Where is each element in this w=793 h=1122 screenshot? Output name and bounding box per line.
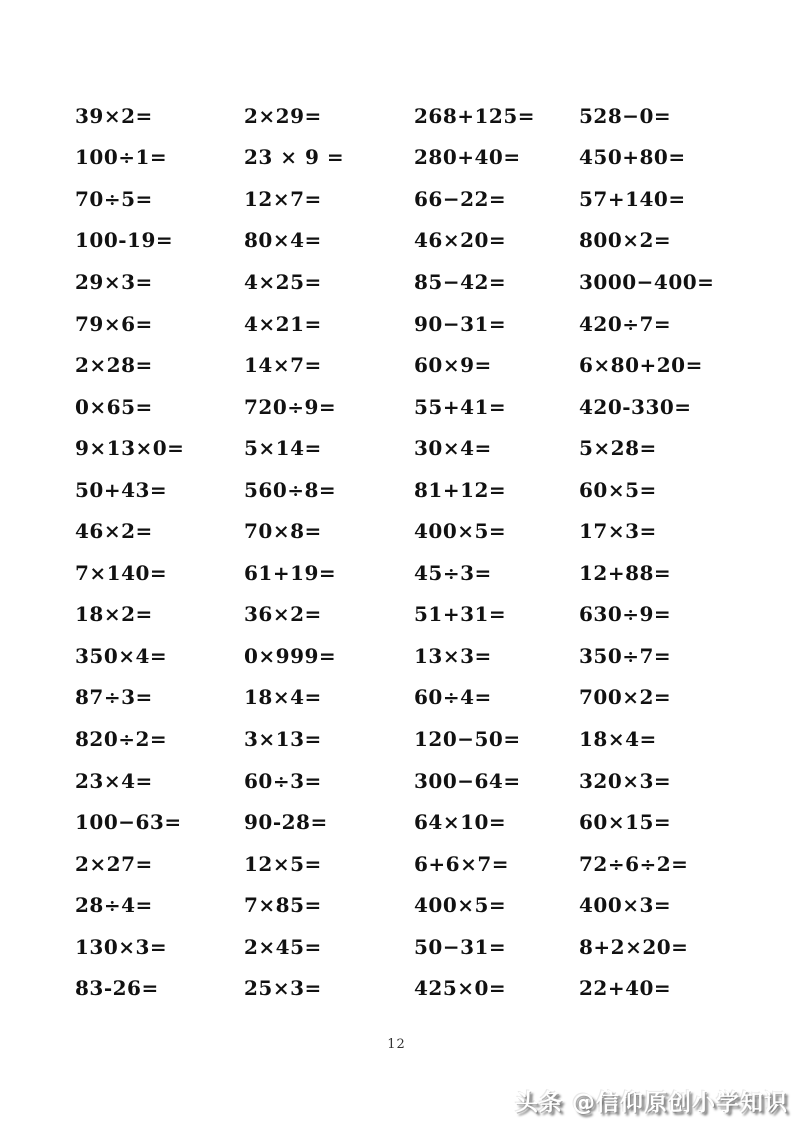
problem-cell: 66−22= xyxy=(414,186,507,211)
problem-cell: 28÷4= xyxy=(75,893,153,918)
problem-cell: 29×3= xyxy=(75,269,153,294)
problem-cell: 25×3= xyxy=(244,976,322,1001)
problem-cell: 2×29= xyxy=(244,103,322,128)
problem-cell: 2×27= xyxy=(75,851,153,876)
watermark: 头条 @信仰原创小学知识 xyxy=(514,1090,788,1116)
problem-cell: 80×4= xyxy=(244,228,322,253)
problem-cell: 60×5= xyxy=(579,477,657,502)
problem-cell: 60×9= xyxy=(414,353,492,378)
problem-cell: 100÷1= xyxy=(75,145,168,170)
problem-cell: 8+2×20= xyxy=(579,934,689,959)
problem-cell: 14×7= xyxy=(244,353,322,378)
problem-cell: 13×3= xyxy=(414,643,492,668)
problem-cell: 60÷4= xyxy=(414,685,492,710)
problem-cell: 36×2= xyxy=(244,602,322,627)
problem-cell: 17×3= xyxy=(579,519,657,544)
problem-cell: 64×10= xyxy=(414,810,507,835)
page-number: 12 xyxy=(387,1037,406,1052)
problem-cell: 18×4= xyxy=(579,726,657,751)
problem-cell: 350×4= xyxy=(75,643,168,668)
problem-cell: 70×8= xyxy=(244,519,322,544)
problem-cell: 630÷9= xyxy=(579,602,672,627)
problem-cell: 18×2= xyxy=(75,602,153,627)
problem-cell: 400×5= xyxy=(414,519,507,544)
problem-cell: 425×0= xyxy=(414,976,507,1001)
problem-cell: 45÷3= xyxy=(414,560,492,585)
problem-cell: 700×2= xyxy=(579,685,672,710)
problem-cell: 46×20= xyxy=(414,228,507,253)
problem-cell: 23×4= xyxy=(75,768,153,793)
problem-cell: 50−31= xyxy=(414,934,507,959)
problem-cell: 120−50= xyxy=(414,726,521,751)
problem-cell: 2×45= xyxy=(244,934,322,959)
problem-cell: 4×21= xyxy=(244,311,322,336)
problem-cell: 7×140= xyxy=(75,560,168,585)
problem-cell: 0×999= xyxy=(244,643,337,668)
problem-cell: 90−31= xyxy=(414,311,507,336)
problem-cell: 350÷7= xyxy=(579,643,672,668)
problem-cell: 12×5= xyxy=(244,851,322,876)
problem-cell: 70÷5= xyxy=(75,186,153,211)
problem-cell: 46×2= xyxy=(75,519,153,544)
problem-cell: 18×4= xyxy=(244,685,322,710)
problem-cell: 79×6= xyxy=(75,311,153,336)
problem-cell: 420-330= xyxy=(579,394,692,419)
problem-cell: 820÷2= xyxy=(75,726,168,751)
problem-cell: 5×14= xyxy=(244,436,322,461)
problem-cell: 7×85= xyxy=(244,893,322,918)
problem-cell: 100-19= xyxy=(75,228,174,253)
problem-cell: 12+88= xyxy=(579,560,672,585)
problem-cell: 560÷8= xyxy=(244,477,337,502)
problem-cell: 9×13×0= xyxy=(75,436,185,461)
problem-cell: 30×4= xyxy=(414,436,492,461)
problem-cell: 23 × 9 = xyxy=(244,145,345,170)
problem-cell: 81+12= xyxy=(414,477,507,502)
problem-cell: 87÷3= xyxy=(75,685,153,710)
problem-cell: 320×3= xyxy=(579,768,672,793)
problem-cell: 50+43= xyxy=(75,477,168,502)
problem-cell: 800×2= xyxy=(579,228,672,253)
problem-cell: 528−0= xyxy=(579,103,672,128)
problem-cell: 12×7= xyxy=(244,186,322,211)
problem-cell: 100−63= xyxy=(75,810,182,835)
problem-cell: 0×65= xyxy=(75,394,153,419)
problem-cell: 60÷3= xyxy=(244,768,322,793)
problem-cell: 6+6×7= xyxy=(414,851,510,876)
problem-cell: 400×5= xyxy=(414,893,507,918)
problem-cell: 130×3= xyxy=(75,934,168,959)
problem-grid xyxy=(75,95,789,1009)
problem-cell: 85−42= xyxy=(414,269,507,294)
problem-cell: 280+40= xyxy=(414,145,521,170)
problem-cell: 3×13= xyxy=(244,726,322,751)
problem-cell: 400×3= xyxy=(579,893,672,918)
problem-cell: 300−64= xyxy=(414,768,521,793)
problem-cell: 39×2= xyxy=(75,103,153,128)
problem-cell: 51+31= xyxy=(414,602,507,627)
problem-cell: 72÷6÷2= xyxy=(579,851,689,876)
problem-cell: 57+140= xyxy=(579,186,686,211)
problem-cell: 268+125= xyxy=(414,103,536,128)
problem-cell: 60×15= xyxy=(579,810,672,835)
problem-cell: 450+80= xyxy=(579,145,686,170)
problem-cell: 90-28= xyxy=(244,810,328,835)
problem-cell: 420÷7= xyxy=(579,311,672,336)
problem-cell: 3000−400= xyxy=(579,269,715,294)
problem-cell: 2×28= xyxy=(75,353,153,378)
problem-cell: 6×80+20= xyxy=(579,353,703,378)
problem-cell: 61+19= xyxy=(244,560,337,585)
problem-cell: 55+41= xyxy=(414,394,507,419)
problem-cell: 83-26= xyxy=(75,976,159,1001)
problem-cell: 5×28= xyxy=(579,436,657,461)
problem-cell: 22+40= xyxy=(579,976,672,1001)
problem-cell: 720÷9= xyxy=(244,394,337,419)
problem-cell: 4×25= xyxy=(244,269,322,294)
